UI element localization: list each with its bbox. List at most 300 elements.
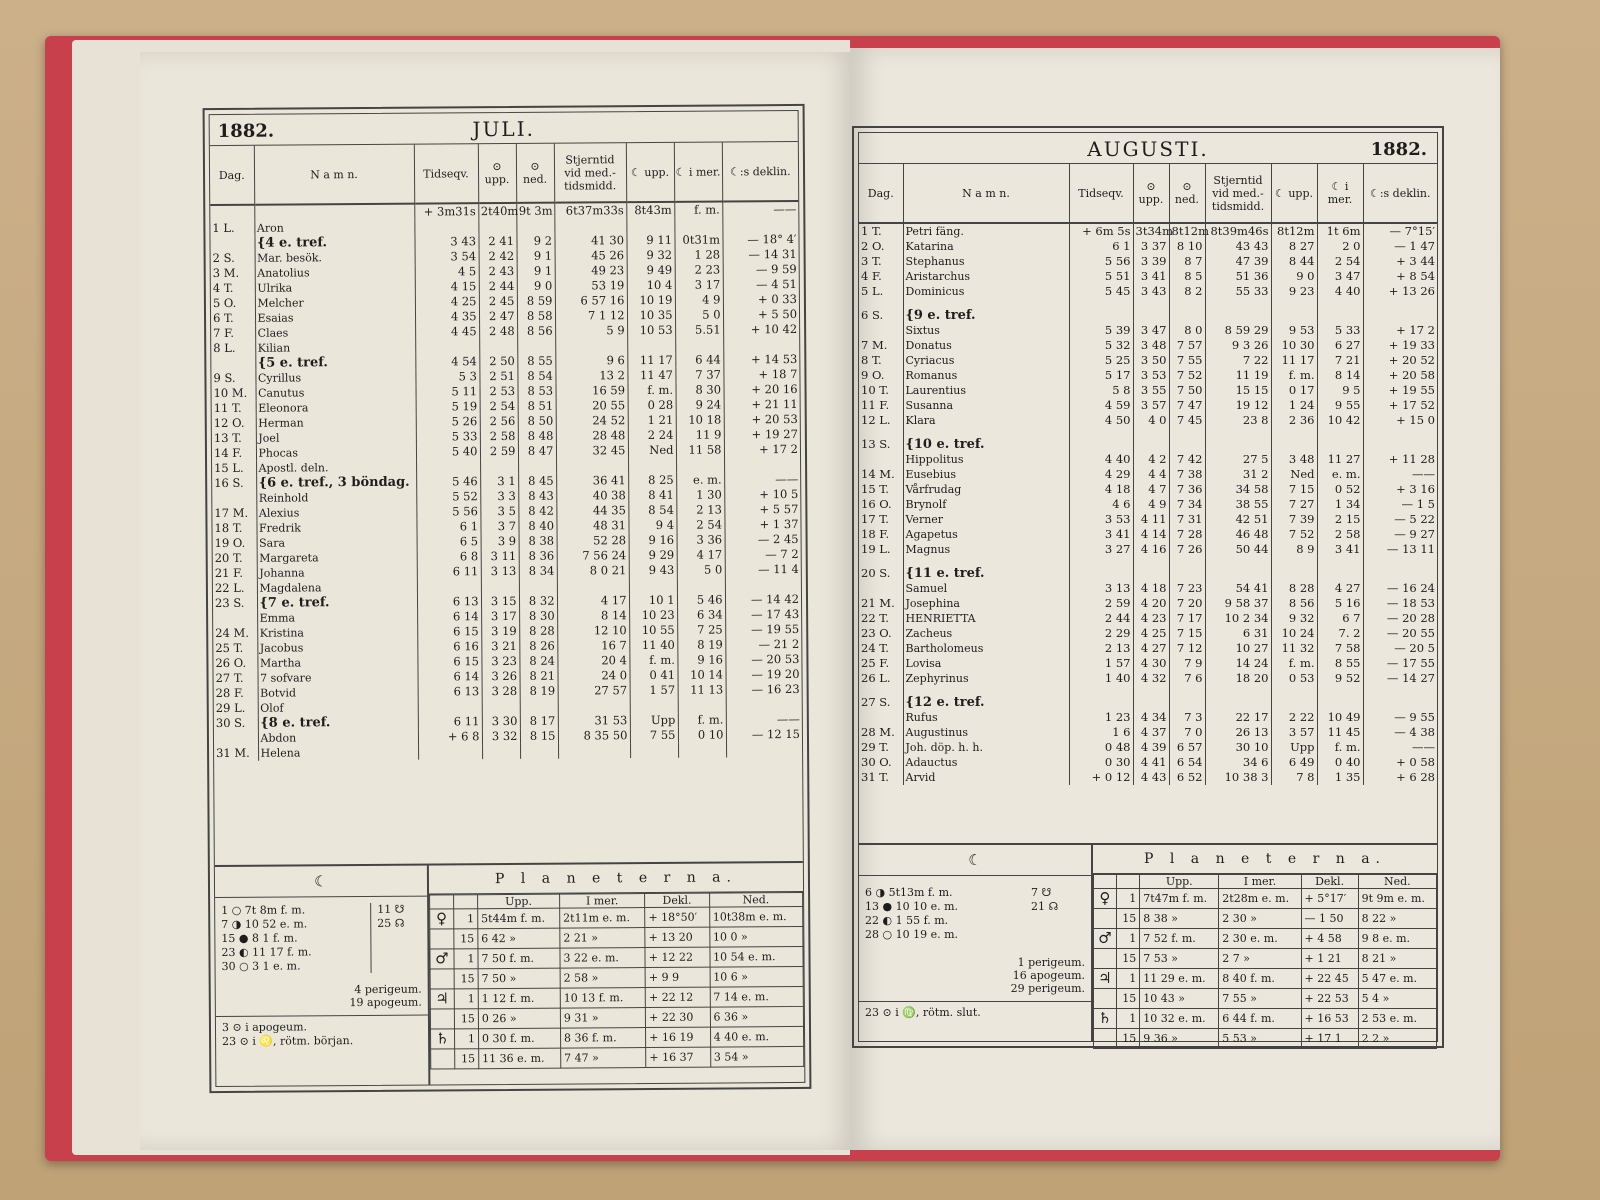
value-cell: Ned: [628, 443, 676, 458]
name-cell: Josephina: [903, 596, 1069, 611]
value-cell: + 19 27: [724, 427, 800, 443]
planet-column-header: Ned.: [709, 892, 802, 907]
value-cell: 45 26: [555, 248, 627, 264]
value-cell: 9 49: [627, 263, 675, 278]
value-cell: [1169, 299, 1205, 308]
column-header: Stjerntid vid med.-tidsmidd.: [1205, 164, 1271, 223]
value-cell: [678, 742, 726, 757]
value-cell: + 5 57: [724, 502, 800, 518]
value-cell: [418, 744, 482, 759]
value-cell: 0t31m: [674, 232, 722, 247]
value-cell: 4 5: [415, 264, 479, 279]
value-cell: 4 23: [1133, 611, 1169, 626]
value-cell: 8 32: [519, 594, 557, 609]
planet-value: 7 50 »: [478, 968, 560, 989]
value-cell: 5 33: [1317, 323, 1363, 338]
value-cell: [1069, 437, 1133, 452]
value-cell: 48 31: [556, 518, 628, 534]
value-cell: 9 53: [1271, 323, 1317, 338]
august-month: AUGUSTI.: [1087, 137, 1209, 161]
value-cell: 3 48: [1133, 338, 1169, 353]
value-cell: 5 26: [416, 414, 480, 429]
value-cell: 44 35: [556, 503, 628, 519]
moon-phase-entry: 6 ◑ 5t13m f. m.: [865, 886, 953, 899]
day-cell: 21 M.: [861, 596, 895, 610]
value-cell: 4 39: [1133, 740, 1169, 755]
column-header: Dag.: [859, 164, 903, 223]
day-cell: 3 M.: [212, 265, 240, 281]
name-cell: Abdon: [258, 730, 418, 746]
day-cell: 2 O.: [861, 239, 885, 253]
planet-column-header: I mer.: [1219, 875, 1301, 889]
value-cell: 40 38: [556, 488, 628, 504]
value-cell: [726, 742, 802, 758]
value-cell: + 0 33: [723, 292, 799, 308]
value-cell: 8 14: [557, 608, 629, 624]
value-cell: 3 17: [481, 609, 519, 624]
value-cell: [1271, 566, 1317, 581]
name-cell: Eleonora: [256, 400, 416, 416]
value-cell: — 21 2: [725, 637, 801, 653]
name-cell: Jacobus: [257, 640, 417, 656]
planet-row: [430, 966, 803, 989]
planet-value: + 22 30: [646, 1007, 711, 1027]
day-cell: 6 T.: [212, 310, 234, 326]
planet-row: [1094, 929, 1437, 949]
value-cell: 9 16: [677, 652, 725, 667]
value-cell: 4 18: [1069, 482, 1133, 497]
value-cell: 2 58: [1317, 527, 1363, 542]
value-cell: [1317, 686, 1363, 695]
column-header: N a m n.: [254, 145, 414, 205]
value-cell: 5 0: [677, 562, 725, 577]
day-cell: 30 S.: [215, 715, 246, 731]
value-cell: 10 23: [629, 608, 677, 623]
planet-value: 8 36 f. m.: [560, 1028, 645, 1049]
planet-symbol: ♂: [1094, 929, 1117, 949]
value-cell: ——: [1363, 740, 1437, 755]
value-cell: [1317, 437, 1363, 452]
day-cell: 23 O.: [861, 626, 892, 640]
value-cell: [520, 744, 558, 759]
value-cell: + 17 52: [1363, 398, 1437, 413]
name-cell: Magnus: [903, 542, 1069, 557]
column-header: ☾ i mer.: [1317, 164, 1363, 223]
value-cell: [1363, 695, 1437, 710]
value-cell: 3 28: [482, 684, 520, 699]
value-cell: 24 52: [556, 413, 628, 429]
august-header: [859, 133, 1437, 164]
day-cell: 9 O.: [861, 368, 885, 382]
value-cell: 3 55: [1133, 383, 1169, 398]
value-cell: [1363, 428, 1437, 437]
value-cell: 5.51: [675, 322, 723, 337]
name-cell: Dominicus: [903, 284, 1069, 299]
value-cell: [1205, 428, 1271, 437]
planet-row: [1094, 1009, 1437, 1029]
name-cell: Sixtus: [903, 323, 1069, 338]
column-header: ⊙ upp.: [478, 144, 516, 203]
value-cell: 6 11: [418, 714, 482, 729]
planet-value: + 17 1: [1301, 1029, 1358, 1049]
column-header: Stjerntid vid med.-tidsmidd.: [554, 143, 626, 203]
value-cell: 1 57: [1069, 656, 1133, 671]
value-cell: [724, 457, 800, 473]
day-cell: 27 S.: [861, 695, 891, 709]
planet-column-header: Upp.: [1140, 875, 1219, 889]
day-cell: [859, 710, 903, 725]
value-cell: 8 53: [518, 384, 556, 399]
value-cell: 7 0: [1169, 725, 1205, 740]
value-cell: 8 54: [517, 369, 555, 384]
value-cell: 2 54: [1317, 254, 1363, 269]
value-cell: 8 24: [519, 654, 557, 669]
planet-symbol: [1094, 909, 1117, 929]
value-cell: [628, 458, 676, 473]
value-cell: [1363, 566, 1437, 581]
moon-phase-entry: 15 ● 8 1 f. m.: [221, 931, 298, 946]
value-cell: — 5 22: [1363, 512, 1437, 527]
name-cell: Apostl. deln.: [256, 460, 416, 476]
value-cell: 2 51: [479, 369, 517, 384]
value-cell: 7 21: [1317, 353, 1363, 368]
moon-node-entry: 25 ☊: [377, 916, 405, 930]
value-cell: — 9 27: [1363, 527, 1437, 542]
planet-symbol: ♄: [431, 1029, 455, 1049]
moon-node-entry: 11 ☋: [377, 902, 405, 916]
value-cell: 8t43m: [626, 202, 674, 218]
planet-symbol: [431, 1049, 455, 1069]
planet-day: 15: [1116, 949, 1139, 969]
value-cell: 5 39: [1069, 323, 1133, 338]
value-cell: 7 20: [1169, 596, 1205, 611]
planet-day: 1: [454, 949, 478, 969]
value-cell: 4 17: [557, 593, 629, 609]
day-cell: 26 L.: [861, 671, 891, 685]
value-cell: [554, 218, 626, 234]
value-cell: 4 54: [415, 354, 479, 369]
value-cell: 22 17: [1205, 710, 1271, 725]
name-cell: Canutus: [256, 385, 416, 401]
moon-node-entry: 21 ☊: [1031, 900, 1059, 913]
day-cell: [859, 323, 903, 338]
sun-note: 23 ⊙ i ♌, rötm. början.: [222, 1034, 354, 1048]
value-cell: 0 17: [1271, 383, 1317, 398]
value-cell: [1133, 686, 1169, 695]
value-cell: + 13 26: [1363, 284, 1437, 299]
name-cell: [903, 299, 1069, 308]
planet-value: 3 54 »: [710, 1046, 804, 1067]
july-planets-table: [429, 892, 804, 1070]
value-cell: 7 38: [1169, 467, 1205, 482]
value-cell: 4 29: [1069, 467, 1133, 482]
august-footer: [859, 843, 1437, 1045]
value-cell: 16 7: [557, 638, 629, 654]
name-cell: [903, 557, 1069, 566]
value-cell: [1169, 557, 1205, 566]
value-cell: [629, 578, 677, 593]
value-cell: 34 6: [1205, 755, 1271, 770]
name-cell: Cyriacus: [903, 353, 1069, 368]
planet-value: 5 4 »: [1358, 989, 1436, 1009]
planet-row: [1094, 989, 1437, 1009]
value-cell: 7 17: [1169, 611, 1205, 626]
perigee-entry: 1 perigeum.: [1017, 956, 1085, 969]
value-cell: [1133, 557, 1169, 566]
value-cell: 1t 6m: [1317, 223, 1363, 239]
value-cell: 5 0: [675, 307, 723, 322]
day-cell: 7 F.: [213, 325, 235, 341]
planet-row: [430, 906, 803, 929]
planet-value: 2 58 »: [560, 968, 645, 989]
july-calendar: [203, 104, 812, 1093]
value-cell: 5 46: [677, 592, 725, 607]
table-row: [859, 482, 1437, 497]
table-row: [859, 611, 1437, 626]
value-cell: [1069, 695, 1133, 710]
value-cell: 2 36: [1271, 413, 1317, 428]
moon-phase-entry: 7 ◑ 10 52 e. m.: [221, 917, 308, 932]
name-cell: Olof: [258, 700, 418, 716]
name-cell: {4 e. tref.: [254, 235, 414, 251]
value-cell: [1317, 557, 1363, 566]
table-row: [859, 512, 1437, 527]
value-cell: [1069, 686, 1133, 695]
value-cell: 0 52: [1317, 482, 1363, 497]
planet-day: 1: [1116, 969, 1139, 989]
day-cell: 1 T.: [861, 224, 882, 238]
value-cell: 1 23: [1069, 710, 1133, 725]
name-cell: Klara: [903, 413, 1069, 428]
value-cell: — 1 47: [1363, 239, 1437, 254]
table-row: [859, 626, 1437, 641]
value-cell: 4 32: [1133, 671, 1169, 686]
value-cell: + 10 5: [724, 487, 800, 503]
name-cell: Lovisa: [903, 656, 1069, 671]
value-cell: 19 12: [1205, 398, 1271, 413]
value-cell: [1271, 686, 1317, 695]
planet-row: [1094, 1029, 1437, 1049]
planet-column-header: [1094, 875, 1117, 889]
value-cell: 9 58 37: [1205, 596, 1271, 611]
value-cell: + 19 55: [1363, 383, 1437, 398]
value-cell: 9 32: [1271, 611, 1317, 626]
value-cell: 7 45: [1169, 413, 1205, 428]
value-cell: [1205, 695, 1271, 710]
value-cell: 28 48: [556, 428, 628, 444]
day-cell: 6 S.: [861, 308, 884, 322]
day-cell: [859, 557, 903, 566]
value-cell: 3 17: [675, 277, 723, 292]
name-cell: Magdalena: [257, 580, 417, 596]
value-cell: 3 53: [1069, 512, 1133, 527]
moon-node-entry: 7 ☋: [1031, 886, 1052, 899]
value-cell: 11 19: [1205, 368, 1271, 383]
value-cell: [1317, 695, 1363, 710]
value-cell: 1 40: [1069, 671, 1133, 686]
value-cell: 8 19: [677, 637, 725, 652]
value-cell: 7 3: [1169, 710, 1205, 725]
planet-value: 9 31 »: [560, 1008, 645, 1029]
value-cell: — 20 28: [1363, 611, 1437, 626]
value-cell: — 14 31: [723, 247, 799, 263]
perigee-entry: 4 perigeum.: [354, 982, 422, 997]
value-cell: 3 47: [1133, 323, 1169, 338]
value-cell: f. m.: [1271, 656, 1317, 671]
day-cell: 24 M.: [215, 625, 250, 641]
value-cell: 8 14: [1317, 368, 1363, 383]
value-cell: 6 34: [677, 607, 725, 622]
planet-column-header: Ned.: [1358, 875, 1436, 889]
value-cell: — 9 55: [1363, 710, 1437, 725]
day-cell: 10 T.: [861, 383, 889, 397]
value-cell: 15 15: [1205, 383, 1271, 398]
value-cell: [1205, 299, 1271, 308]
value-cell: 8 36: [519, 549, 557, 564]
value-cell: 2 56: [480, 414, 518, 429]
planet-value: 2 53 e. m.: [1358, 1009, 1436, 1029]
planet-value: 11 29 e. m.: [1140, 969, 1219, 989]
value-cell: 1 57: [630, 683, 678, 698]
value-cell: 4 25: [415, 294, 479, 309]
value-cell: 3 9: [481, 534, 519, 549]
value-cell: 20 55: [556, 398, 628, 414]
table-row: [859, 368, 1437, 383]
value-cell: [1271, 428, 1317, 437]
value-cell: 3 50: [1133, 353, 1169, 368]
value-cell: — 20 55: [1363, 626, 1437, 641]
day-cell: 16 O.: [861, 497, 892, 511]
planet-value: + 4 58: [1301, 929, 1358, 949]
value-cell: 7 57: [1169, 338, 1205, 353]
planet-value: 2 21 »: [560, 928, 645, 949]
value-cell: 8 0: [1169, 323, 1205, 338]
value-cell: 0 41: [629, 668, 677, 683]
name-cell: Verner: [903, 512, 1069, 527]
value-cell: 4 2: [1133, 452, 1169, 467]
value-cell: 7 58: [1317, 641, 1363, 656]
value-cell: [556, 458, 628, 474]
value-cell: 10 4: [627, 278, 675, 293]
value-cell: 2 15: [1317, 512, 1363, 527]
value-cell: 2 44: [479, 279, 517, 294]
name-cell: Arvid: [903, 770, 1069, 785]
value-cell: 7 15: [1169, 626, 1205, 641]
planet-value: 8 38 »: [1140, 909, 1219, 929]
value-cell: ——: [724, 472, 800, 488]
value-cell: — 16 24: [1363, 581, 1437, 596]
value-cell: 2 54: [480, 399, 518, 414]
name-cell: {6 e. tref., 3 böndag.: [256, 475, 416, 491]
value-cell: [1271, 308, 1317, 323]
july-planets: [429, 863, 805, 1085]
name-cell: Adauctus: [903, 755, 1069, 770]
planet-value: + 22 53: [1301, 989, 1358, 1009]
july-planets-title: P l a n e t e r n a.: [429, 863, 803, 895]
value-cell: — 17 43: [725, 607, 801, 623]
name-cell: Alexius: [256, 505, 416, 521]
value-cell: 9 1: [517, 264, 555, 279]
value-cell: 41 30: [554, 233, 626, 249]
perigee-entry: 29 perigeum.: [1010, 982, 1085, 995]
value-cell: 38 55: [1205, 497, 1271, 512]
value-cell: 5 51: [1069, 269, 1133, 284]
planet-value: 5t44m f. m.: [478, 908, 560, 929]
value-cell: 8 56: [1271, 596, 1317, 611]
value-cell: 8 38: [519, 534, 557, 549]
value-cell: 4 30: [1133, 656, 1169, 671]
value-cell: [630, 743, 678, 758]
value-cell: — 18 53: [1363, 596, 1437, 611]
value-cell: 7 55: [1169, 353, 1205, 368]
value-cell: [1363, 299, 1437, 308]
value-cell: e. m.: [676, 472, 724, 487]
name-cell: Ulrika: [255, 280, 415, 296]
value-cell: 3 41: [1133, 269, 1169, 284]
value-cell: f. m.: [1271, 368, 1317, 383]
value-cell: 7 56 24: [557, 548, 629, 564]
value-cell: [1133, 428, 1169, 437]
table-row: [859, 527, 1437, 542]
value-cell: 10 38 3: [1205, 770, 1271, 785]
planet-value: 4 40 e. m.: [710, 1026, 804, 1047]
value-cell: 43 43: [1205, 239, 1271, 254]
value-cell: 8 27: [1271, 239, 1317, 254]
value-cell: 7 31: [1169, 512, 1205, 527]
value-cell: 5 52: [416, 489, 480, 504]
day-cell: 8 L.: [213, 340, 236, 356]
planet-symbol: [1094, 989, 1117, 1009]
planet-symbol: [1094, 949, 1117, 969]
name-cell: Kilian: [255, 340, 415, 356]
value-cell: 8 2: [1169, 284, 1205, 299]
planet-value: 11 36 e. m.: [479, 1048, 561, 1069]
value-cell: 3 41: [1317, 542, 1363, 557]
value-cell: 8 19: [520, 684, 558, 699]
value-cell: 7 1 12: [555, 308, 627, 324]
value-cell: 9 11: [626, 233, 674, 248]
day-cell: 13 S.: [861, 437, 891, 451]
value-cell: 3 53: [1133, 368, 1169, 383]
value-cell: 7 36: [1169, 482, 1205, 497]
value-cell: 54 41: [1205, 581, 1271, 596]
value-cell: [1169, 428, 1205, 437]
value-cell: 4 20: [1133, 596, 1169, 611]
day-cell: 15 L.: [214, 460, 244, 476]
value-cell: + 20 53: [724, 412, 800, 428]
planet-value: 10t38m e. m.: [709, 906, 803, 927]
value-cell: 3 13: [1069, 581, 1133, 596]
value-cell: 4 17: [677, 547, 725, 562]
value-cell: 8 30: [519, 609, 557, 624]
value-cell: 7 23: [1169, 581, 1205, 596]
value-cell: [518, 459, 556, 474]
value-cell: 5 19: [416, 399, 480, 414]
value-cell: [627, 338, 675, 353]
table-row: [859, 581, 1437, 596]
value-cell: 8 41: [628, 488, 676, 503]
value-cell: 6 52: [1169, 770, 1205, 785]
day-cell: 5 O.: [212, 295, 237, 311]
august-year: 1882.: [1370, 139, 1427, 160]
name-cell: Donatus: [903, 338, 1069, 353]
planet-day: 1: [453, 909, 477, 929]
moon-phase-entry: 28 ○ 10 19 e. m.: [865, 928, 959, 941]
value-cell: 49 23: [555, 263, 627, 279]
value-cell: 1 34: [1317, 497, 1363, 512]
value-cell: — 11 4: [725, 562, 801, 578]
value-cell: 24 0: [557, 668, 629, 684]
